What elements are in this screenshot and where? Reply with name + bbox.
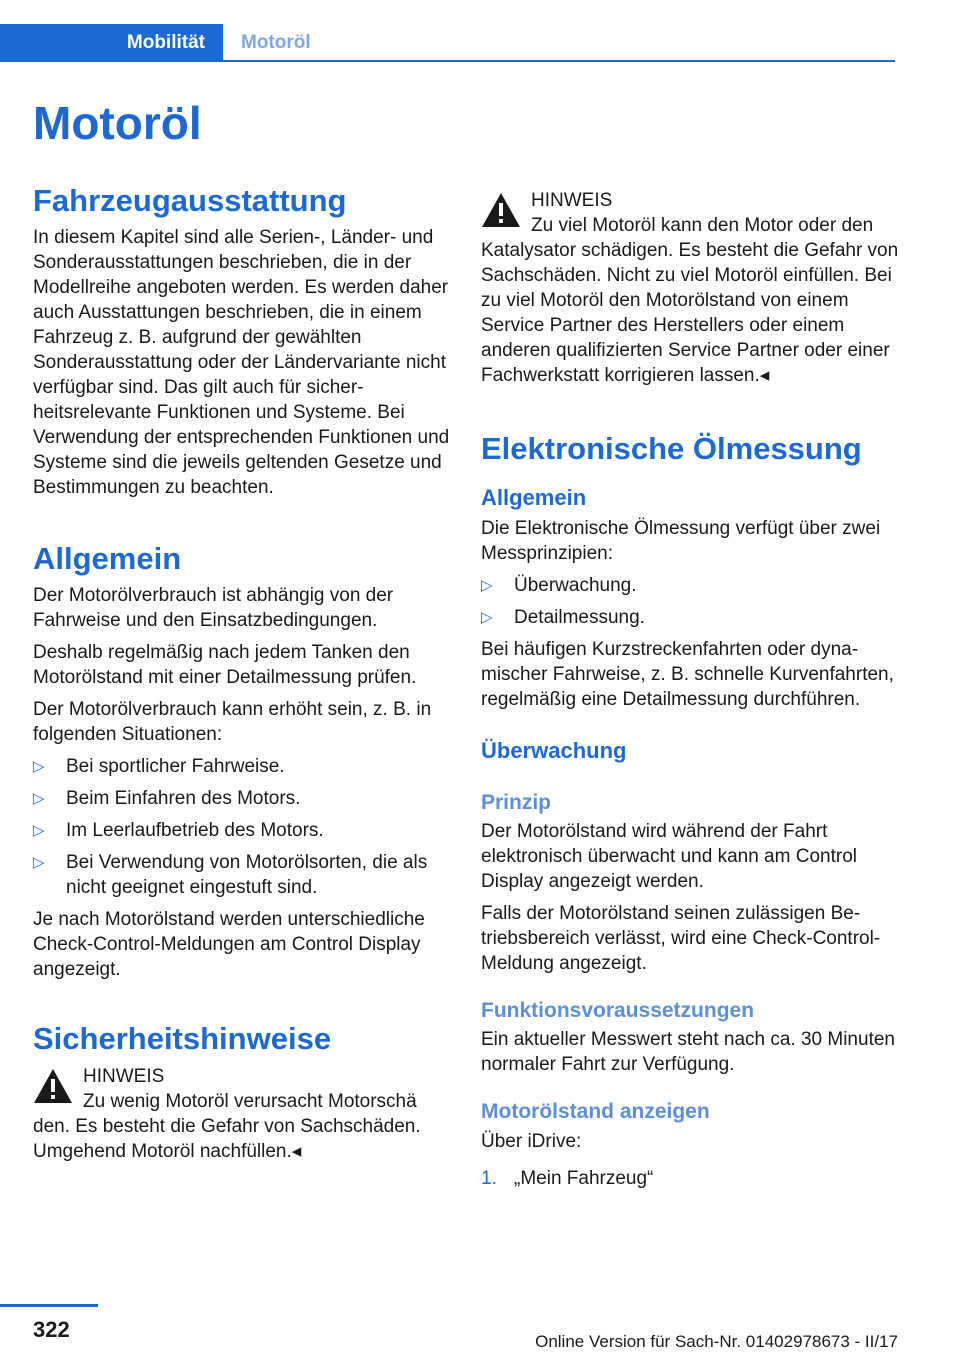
header-tabs [0,24,895,62]
triangle-bullet-icon: ▷ [33,854,45,872]
paragraph-prinzip-1: Der Motorölstand wird während der Fahrt elektronisch überwacht und kann am Control Display angezeigt werden. [481,821,857,893]
right-column [481,188,899,1198]
heading-elektronische-oelmessung: Elektronische Ölmessung [481,431,862,466]
tab-mobilitaet: Mobilität [0,24,223,62]
page-title: Motoröl [33,97,202,149]
triangle-bullet-icon: ▷ [33,758,45,776]
paragraph-allgemein-3: Der Motorölverbrauch kann erhöht sein, z. B. in folgenden Situationen: [33,699,432,746]
notice-text-rest: den. Es besteht die Gefahr von Sachschäden. Umgehend Motoröl nachfüllen.◂ [33,1115,421,1162]
heading-allgemein: Allgemein [33,541,182,577]
heading-motoroelstand-anzeigen: Motorölstand anzeigen [481,1100,710,1124]
list-item: ▷ Bei sportlicher Fahrweise. [33,756,285,778]
list-item: ▷ Im Leerlaufbetrieb des Motors. [33,820,324,842]
notice-text-rest: Katalysator schädigen. Es besteht die Gefahr von Sachschäden. Nicht zu viel Motoröl einfüllen. Bei zu viel Motoröl den Motorölstand von einem Service Partner des Herstellers oder einem anderen qualifizierten Service Partner oder einer Fachwerkstatt korrigieren lassen.◂ [481,240,899,386]
section-ueberwachung [481,738,899,1191]
section-fahrzeugausstattung [33,182,451,500]
list-situationen [33,754,451,900]
steps-list [481,1166,899,1191]
list-item: ▷ Bei Verwendung von Motorölsorten, die als nicht geeignet eingestuft sind. [33,852,428,899]
step-number: 1. [481,1167,497,1189]
notice-box [33,1064,451,1164]
page-number: 322 [33,1317,70,1342]
paragraph-messprinzipien: Die Elektronische Ölmessung verfügt über zwei Messprinzipien: [481,517,881,564]
heading-fahrzeugausstattung: Fahrzeugausstattung [33,183,347,218]
notice-box [481,188,899,388]
list-item: ▷ Detailmessung. [481,606,645,628]
notice-title: HINWEIS [531,190,613,211]
notice-text-first: Zu wenig Motoröl verursacht Motorschä [83,1090,417,1112]
list-item: ▷ Beim Einfahren des Motors. [33,788,301,810]
triangle-bullet-icon: ▷ [33,822,45,840]
section-allgemein [33,540,451,982]
left-column [33,182,451,1164]
triangle-bullet-icon: ▷ [481,608,493,626]
warning-icon [481,192,521,228]
notice-title: HINWEIS [83,1065,165,1087]
paragraph-allgemein-2: Deshalb regelmäßig nach jedem Tanken den Motorölstand mit einer Detailmessung prüfen. [33,642,417,689]
paragraph-allgemein-1: Der Motorölverbrauch ist abhängig von der Fahrweise und den Einsatzbedingungen. [33,585,394,632]
paragraph-allgemein-4: Je nach Motorölstand werden unterschiedliche Check-Control-Meldungen am Control Display angezeigt. [33,909,425,981]
section-sicherheitshinweise [33,1020,451,1163]
paragraph-idrive: Über iDrive: [481,1130,582,1152]
footer-online-reference: Online Version für Sach-Nr. 01402978673 - II/17 [535,1332,898,1351]
notice-text-first: Zu viel Motoröl kann den Motor oder den [531,215,874,236]
paragraph-funktionsvoraussetzungen: Ein aktueller Messwert steht nach ca. 30 Minuten normaler Fahrt zur Verfügung. [481,1029,895,1076]
heading-ueberwachung: Überwachung [481,737,627,763]
header-divider [223,60,895,62]
warning-icon [33,1068,73,1104]
heading-funktionsvoraussetzungen: Funktionsvoraussetzungen [481,999,755,1023]
section-elektronische-oelmessung [481,430,899,712]
triangle-bullet-icon: ▷ [481,576,493,594]
paragraph-fahrzeugausstattung: In diesem Kapitel sind alle Serien-, Länder- und Sonderausstattungen beschrieben, die in der Modellreihe angeboten werden. Es werden daher auch Ausstattungen beschrieben, die in einem Fahrzeug z. B. aufgrund der gewählten Sonderausstattung oder der Ländervariante nicht verfügbar sind. Das gilt auch für sicherheitsrelevante Funktionen und Systeme. Bei Verwendung der entsprechenden Funktionen und Systeme sind die jeweils geltenden Gesetze und Bestimmungen zu beachten. [33,227,450,499]
heading-sicherheitshinweise: Sicherheitshinweise [33,1021,332,1057]
heading-allgemein-sub: Allgemein [481,485,587,511]
tab-motoroel: Motoröl [241,32,311,53]
step-item [481,1166,899,1191]
list-messprinzipien [481,573,899,630]
paragraph-prinzip-2: Falls der Motorölstand seinen zulässigen Betriebsbereich verlässt, wird eine Check-Control-Meldung angezeigt. [481,903,881,975]
list-item: ▷ Überwachung. [481,574,637,596]
triangle-bullet-icon: ▷ [33,790,45,808]
heading-prinzip: Prinzip [481,790,552,814]
step-text: „Mein Fahrzeug“ [514,1167,654,1189]
paragraph-kurzstrecken: Bei häufigen Kurzstreckenfahrten oder dynamischer Fahrweise, z. B. schnelle Kurvenfahrten, regelmäßig eine Detailmessung durchführen. [481,638,894,710]
footer-divider [0,1304,98,1307]
